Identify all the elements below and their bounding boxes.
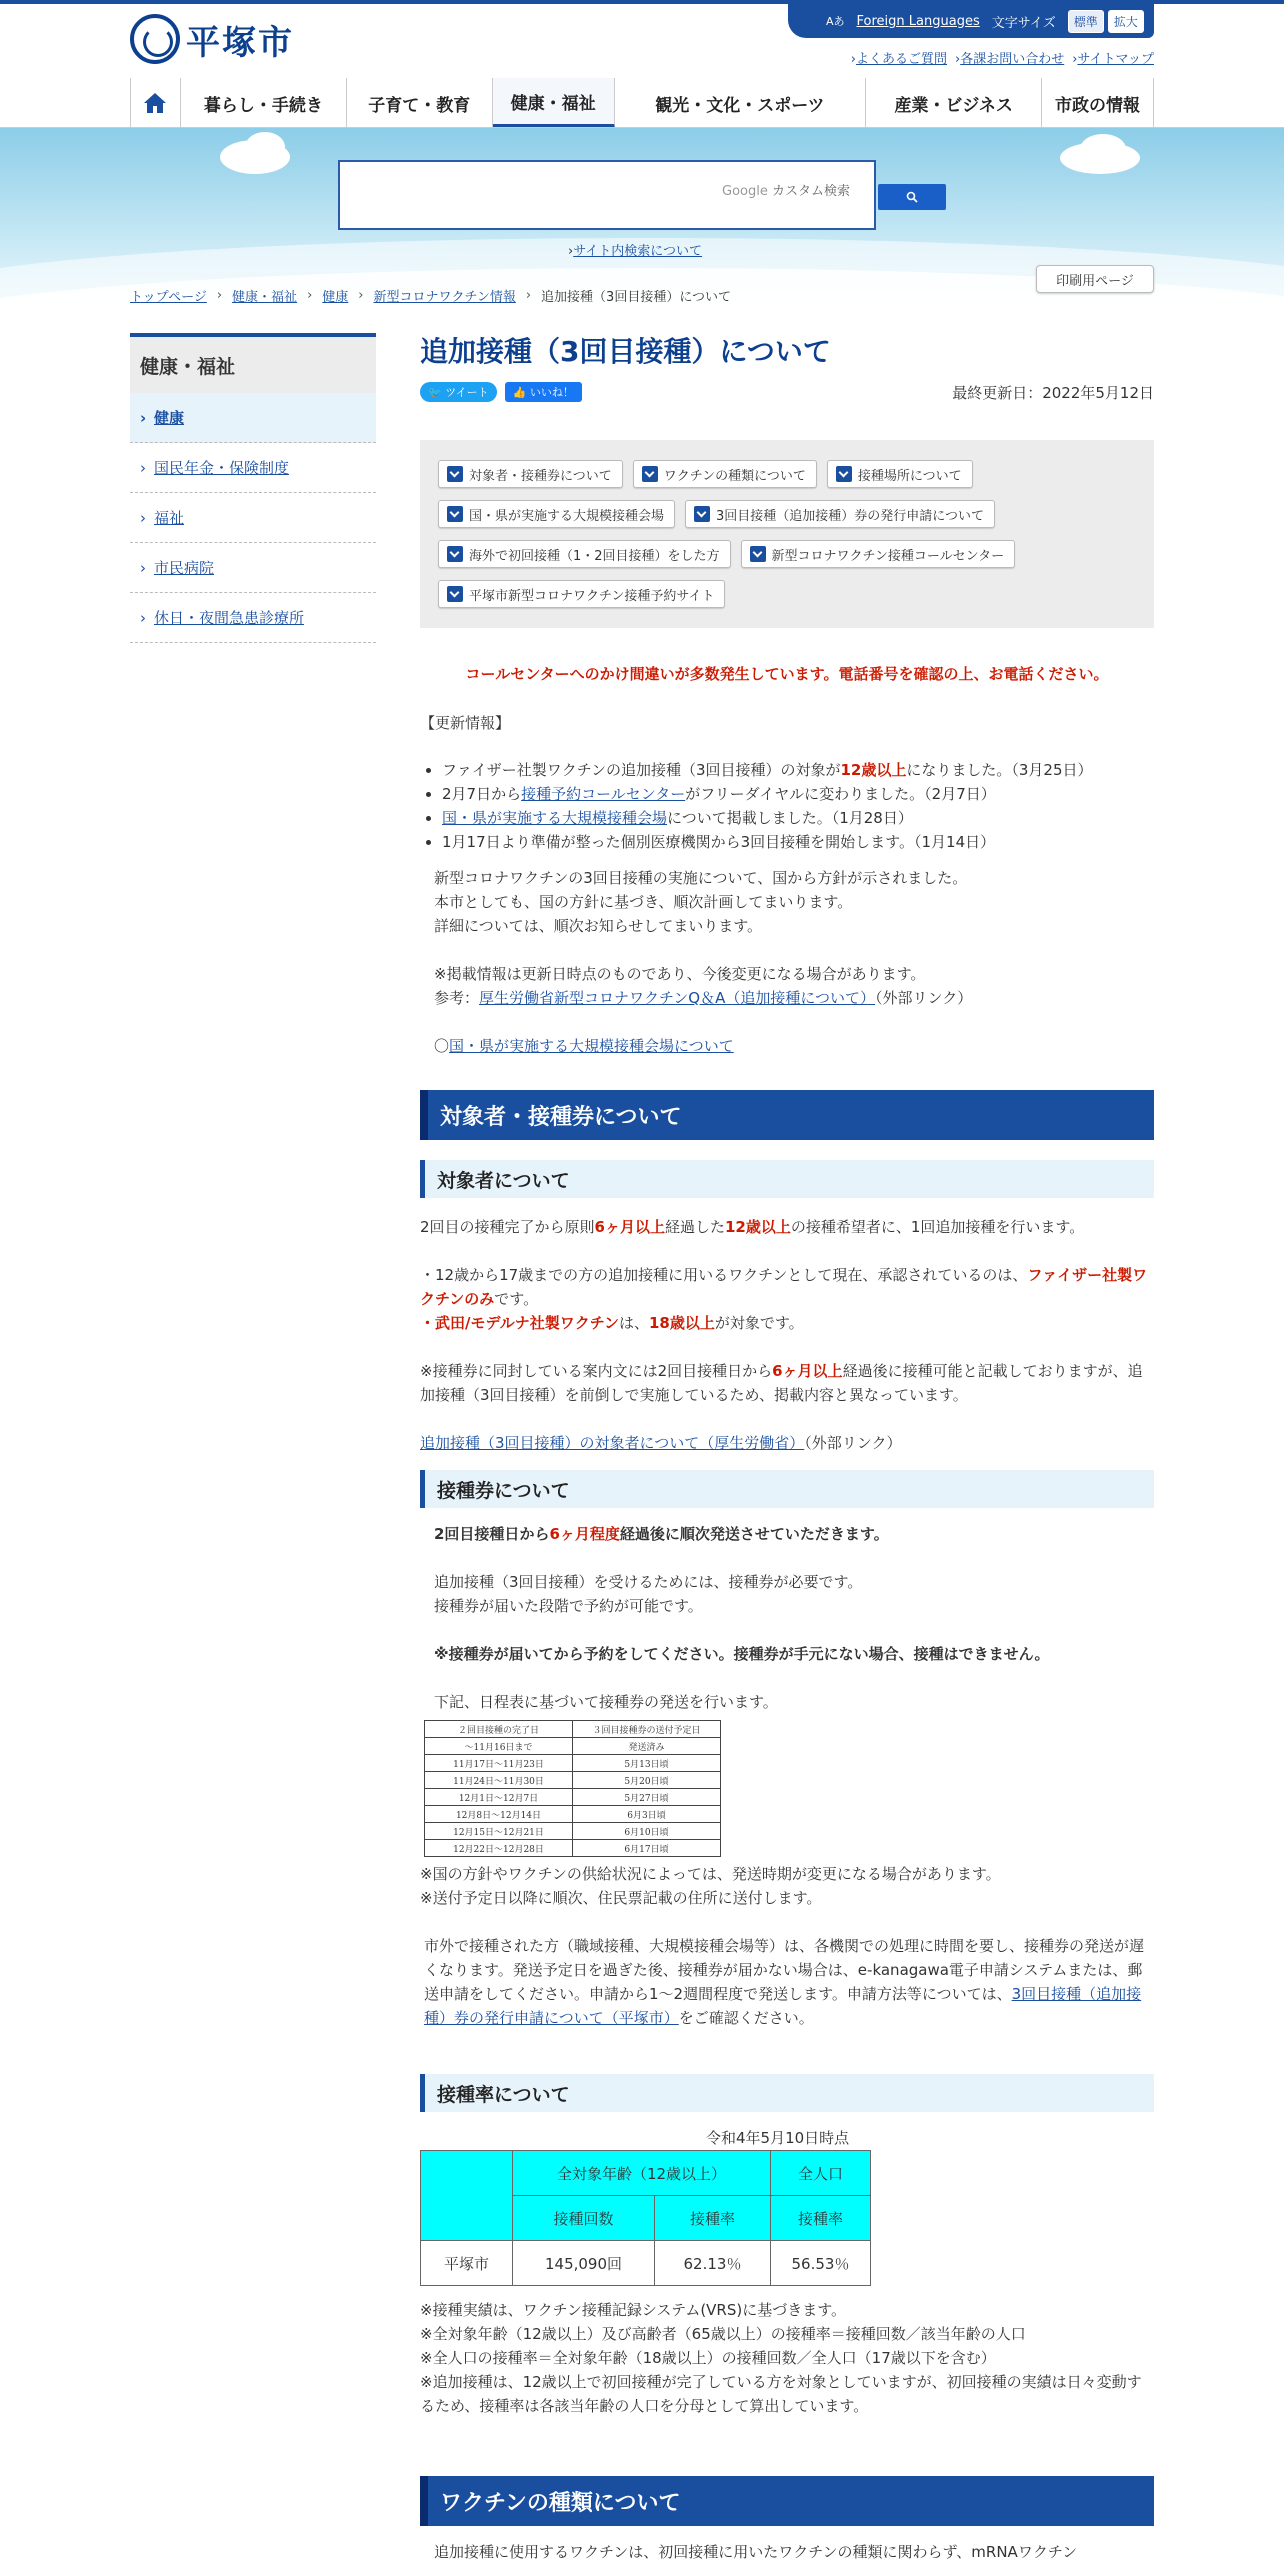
nav-health[interactable]: 健康・福祉 bbox=[493, 78, 615, 128]
mhlw-qa-link[interactable]: 厚生労働省新型コロナワクチンQ＆A（追加接種について） bbox=[479, 989, 876, 1007]
mass-venue-link[interactable]: 国・県が実施する大規模接種会場 bbox=[442, 809, 668, 827]
thumbs-up-icon: 👍 bbox=[512, 385, 527, 399]
ticket-request-link[interactable]: 3回目接種（追加接種）券の発行申請について（平塚市） bbox=[424, 1985, 1142, 2027]
breadcrumb: トップページ › 健康・福祉 › 健康 › 新型コロナワクチン情報 › 追加接種（3回目接種）について bbox=[130, 288, 732, 305]
print-page-button[interactable]: 印刷用ページ bbox=[1036, 265, 1154, 293]
site-search-help-link[interactable]: ›サイト内検索について bbox=[568, 244, 703, 259]
util-link-sitemap[interactable]: ›サイトマップ bbox=[1072, 52, 1154, 67]
vaccine-types-text: 追加接種に使用するワクチンは、初回接種に用いたワクチンの種類に関わらず、mRNAワクチン bbox=[434, 2543, 1078, 2561]
table-row: 11月17日〜11月23日 5月13日頃 bbox=[425, 1755, 721, 1772]
chevron-down-icon bbox=[836, 466, 852, 482]
venue-info-link[interactable]: 国・県が実施する大規模接種会場について bbox=[449, 1037, 734, 1055]
table-row: 12月22日〜12月28日 6月17日頃 bbox=[425, 1840, 721, 1857]
voucher-notes: ※国の方針やワクチンの供給状況によっては、発送時期が変更になる場合があります。 ※送付予定日以降に順次、住民票記載の住所に送付します。 市外で接種された方（職域接種、大規模接種会場等）は、各機関での処理に時間を要し、接種券の発送が遅くなります。発送予定日を過ぎた後、接種券が届かない場合は、e-kanagawa電子申請システムまたは、郵送申請をしてください。申請から1～2週間程度で発送します。申請方法等については、3回目接種（追加接種）券の発行申請について（平塚市）をご確認ください。 bbox=[420, 1865, 1145, 2027]
subheading-rate: 接種率について bbox=[420, 2074, 1154, 2112]
foreign-languages-link[interactable]: Foreign Languages bbox=[856, 13, 980, 29]
nav-industry[interactable]: 産業・ビジネス bbox=[866, 78, 1042, 128]
global-nav bbox=[130, 78, 1154, 128]
anchor-locations[interactable]: 接種場所について bbox=[827, 460, 973, 488]
breadcrumb-health[interactable]: 健康 bbox=[322, 290, 349, 305]
rate-date: 令和4年5月10日時点 bbox=[706, 2129, 850, 2147]
voucher-text: 2回目接種日から6ヶ月程度経過後に順次発送させていただきます。 追加接種（3回目接種）を受けるためには、接種券が必要です。 接種券が届いた段階で予約が可能です。 ※接種券が届いてから予約をしてください。接種券が手元にない場合、接種はできません。 下記、日程表に基づいて接種券の発送を行います。 bbox=[434, 1525, 1050, 1711]
nav-home[interactable] bbox=[131, 78, 181, 128]
call-center-link[interactable]: 接種予約コールセンター bbox=[521, 785, 686, 803]
sidebar-item-hospital[interactable]: › 市民病院 bbox=[130, 543, 376, 593]
breadcrumb-vaccine-info[interactable]: 新型コロナワクチン情報 bbox=[373, 290, 516, 305]
anchor-eligibility[interactable]: 対象者・接種券について bbox=[438, 460, 623, 488]
eligibility-text: 2回目の接種完了から原則6ヶ月以上経過した12歳以上の接種希望者に、1回追加接種を行います。 ・12歳から17歳までの方の追加接種に用いるワクチンとして現在、承認されているのは、ファイザー社製ワクチンのみです。 ・武田/モデルナ社製ワクチンは、18歳以上が対象です。 ※接種券に同封している案内文には2回目接種日から6ヶ月以上経過後に接種可能と記載しておりますが、追加接種（3回目接種）を前倒しで実施しているため、掲載内容と異なっています。 追加接種（3回目接種）の対象者について（厚生労働省）（外部リンク） bbox=[420, 1218, 1148, 1452]
nav-tourism[interactable]: 観光・文化・スポーツ bbox=[615, 78, 867, 128]
table-row: 〜11月16日まで 発送済み bbox=[425, 1738, 721, 1755]
nav-city-info[interactable]: 市政の情報 bbox=[1042, 78, 1154, 128]
sidebar bbox=[130, 333, 376, 643]
intro-text: 新型コロナワクチンの3回目接種の実施について、国から方針が示されました。 本市としても、国の方針に基づき、順次計画してまいります。 詳細については、順次お知らせしてまいります。 ※掲載情報は更新日時点のものであり、今後変更になる場合があります。 参考：厚生労働省新型コロナワクチンQ＆A（追加接種について）（外部リンク） 〇国・県が実施する大規模接種会場について bbox=[434, 869, 973, 1055]
mhlw-eligibility-link[interactable]: 追加接種（3回目接種）の対象者について（厚生労働省） bbox=[420, 1434, 805, 1452]
anchor-call-center[interactable]: 新型コロナワクチン接種コールセンター bbox=[741, 540, 1016, 568]
anchor-ticket-request[interactable]: 3回目接種（追加接種）券の発行申請について bbox=[685, 500, 995, 528]
call-center-notice: コールセンターへのかけ間違いが多数発生しています。電話番号を確認の上、お電話ください。 bbox=[465, 665, 1109, 683]
home-icon bbox=[143, 92, 167, 114]
twitter-icon: 🐦 bbox=[428, 385, 442, 399]
voucher-schedule-table bbox=[424, 1720, 721, 1857]
breadcrumb-top[interactable]: トップページ bbox=[130, 290, 207, 305]
page-anchor-links bbox=[420, 440, 1154, 628]
sidebar-item-health[interactable]: › 健康 bbox=[130, 393, 376, 443]
anchor-mass-venues[interactable]: 国・県が実施する大規模接種会場 bbox=[438, 500, 675, 528]
section-heading-vaccine-types: ワクチンの種類について bbox=[420, 2476, 1154, 2526]
nav-childcare[interactable]: 子育て・教育 bbox=[347, 78, 493, 128]
search-button[interactable] bbox=[878, 184, 946, 210]
search-icon bbox=[906, 191, 918, 203]
breadcrumb-health-welfare[interactable]: 健康・福祉 bbox=[232, 290, 298, 305]
table-row: 12月15日〜12月21日 6月10日頃 bbox=[425, 1823, 721, 1840]
update-item: • 1月17日より準備が整った個別医療機関から3回目接種を開始します。（1月14日） bbox=[442, 830, 1093, 854]
anchor-vaccine-types[interactable]: ワクチンの種類について bbox=[633, 460, 817, 488]
table-row: 接種回数 接種率 接種率 bbox=[421, 2196, 871, 2241]
tweet-button[interactable]: 🐦 ツイート bbox=[420, 382, 497, 402]
chevron-down-icon bbox=[447, 506, 463, 522]
subheading-vouchers: 接種券について bbox=[420, 1470, 1154, 1508]
update-heading: 【更新情報】 bbox=[420, 714, 511, 732]
site-name: 平塚市 bbox=[186, 22, 294, 63]
chevron-down-icon bbox=[694, 506, 710, 522]
table-row: 平塚市 145,090回 62.13％ 56.53％ bbox=[421, 2241, 871, 2286]
anchor-overseas[interactable]: 海外で初回接種（1・2回目接種）をした方 bbox=[438, 540, 731, 568]
chevron-down-icon bbox=[447, 546, 463, 562]
city-emblem-icon bbox=[130, 14, 180, 64]
update-item: • ファイザー社製ワクチンの追加接種（3回目接種）の対象が12歳以上になりました。（3月25日） bbox=[442, 758, 1093, 782]
font-size-standard-button[interactable]: 標準 bbox=[1068, 10, 1104, 33]
utility-links bbox=[851, 48, 1154, 67]
like-button[interactable]: 👍 いいね！ bbox=[505, 382, 582, 402]
nav-living[interactable]: 暮らし・手続き bbox=[181, 78, 347, 128]
table-row: ２回目接種の完了日 ３回目接種券の送付予定日 bbox=[425, 1721, 721, 1738]
social-buttons bbox=[420, 382, 582, 402]
chevron-down-icon bbox=[642, 466, 658, 482]
sidebar-item-welfare[interactable]: › 福祉 bbox=[130, 493, 376, 543]
update-item: • 2月7日から接種予約コールセンターがフリーダイヤルに変わりました。（2月7日） bbox=[442, 782, 1093, 806]
font-size-large-button[interactable]: 拡大 bbox=[1108, 10, 1144, 33]
table-row: 12月1日〜12月7日 5月27日頃 bbox=[425, 1789, 721, 1806]
vaccination-rate-table bbox=[420, 2150, 871, 2286]
language-icon: Aあ bbox=[826, 15, 845, 28]
rate-notes: ※接種実績は、ワクチン接種記録システム(VRS)に基づきます。 ※全対象年齢（12歳以上）及び高齢者（65歳以上）の接種率＝接種回数／該当年齢の人口 ※全人口の接種率＝全対象年齢（18歳以上）の接種回数／全人口（17歳以下を含む） ※追加接種は、12歳以上で初回接種が完了している方を対象としていますが、初回接種の実績は日々変動するため、接種率は各該当年齢の人口を分母として算出しています。 bbox=[420, 2301, 1142, 2415]
table-row: 12月8日〜12月14日 6月3日頃 bbox=[425, 1806, 721, 1823]
sidebar-title: 健康・福祉 bbox=[130, 333, 376, 393]
search-input[interactable] bbox=[338, 160, 876, 230]
language-bar bbox=[788, 4, 1154, 38]
anchor-reservation-site[interactable]: 平塚市新型コロナワクチン接種予約サイト bbox=[438, 580, 725, 608]
sidebar-item-emergency-clinic[interactable]: › 休日・夜間急患診療所 bbox=[130, 593, 376, 643]
subheading-eligibility: 対象者について bbox=[420, 1160, 1154, 1198]
update-item: • 国・県が実施する大規模接種会場について掲載しました。（1月28日） bbox=[442, 806, 1093, 830]
search-placeholder: Google カスタム検索 bbox=[722, 184, 850, 199]
page-title: 追加接種（3回目接種）について bbox=[420, 335, 831, 368]
update-list bbox=[420, 758, 1093, 854]
sidebar-item-pension[interactable]: › 国民年金・保険制度 bbox=[130, 443, 376, 493]
chevron-down-icon bbox=[447, 586, 463, 602]
util-link-contact[interactable]: ›各課お問い合わせ bbox=[955, 52, 1065, 67]
font-size-label: 文字サイズ bbox=[991, 15, 1056, 31]
table-row: 全対象年齢（12歳以上） 全人口 bbox=[421, 2151, 871, 2196]
util-link-faq[interactable]: ›よくあるご質問 bbox=[850, 52, 947, 67]
last-updated: 最終更新日：2022年5月12日 bbox=[952, 384, 1154, 402]
table-row: 11月24日〜11月30日 5月20日頃 bbox=[425, 1772, 721, 1789]
site-logo[interactable] bbox=[130, 14, 294, 64]
breadcrumb-current: 追加接種（3回目接種）について bbox=[541, 290, 732, 305]
main-content bbox=[420, 330, 1154, 2561]
chevron-down-icon bbox=[750, 546, 766, 562]
section-heading-eligibility: 対象者・接種券について bbox=[420, 1090, 1154, 1140]
chevron-down-icon bbox=[447, 466, 463, 482]
